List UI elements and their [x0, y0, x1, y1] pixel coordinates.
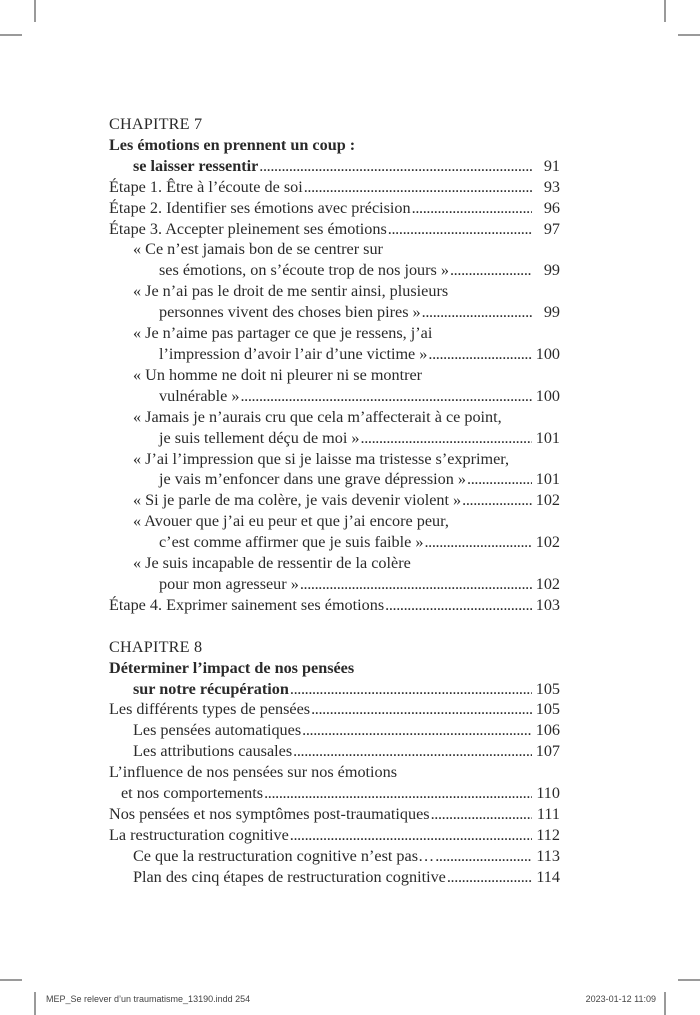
crop-mark [664, 992, 666, 1015]
crop-mark [0, 34, 22, 36]
table-of-contents [109, 114, 560, 888]
toc-entry-line1: L’influence de nos pensées sur nos émotions [109, 763, 398, 782]
toc-entry [109, 260, 560, 281]
page-number: 91 [543, 156, 560, 175]
leader-dots [293, 741, 532, 762]
toc-entry-line1: « Je n’aime pas partager ce que je ressens, j’ai [133, 324, 433, 343]
leader-dots [388, 219, 532, 240]
toc-entry [109, 428, 560, 449]
entry-text: « Si je parle de ma colère, je vais devenir violent » [133, 491, 462, 510]
toc-entry [109, 679, 560, 700]
entry-text: Étape 1. Être à l’écoute de soi [109, 177, 303, 196]
leader-dots [290, 825, 532, 846]
toc-entry [109, 804, 560, 825]
chapter-7 [109, 114, 560, 616]
leader-dots [422, 302, 532, 323]
leader-dots [462, 490, 532, 511]
toc-entry [109, 595, 560, 616]
page-number: 111 [536, 805, 560, 823]
leader-dots [385, 595, 532, 616]
page-number: 93 [543, 177, 560, 196]
entry-text: Plan des cinq étapes de restructuration cognitive [133, 867, 446, 886]
entry-text: Ce que la restructuration cognitive n’est pas… [133, 846, 435, 865]
entry-text: sur notre récupération [133, 679, 289, 698]
entry-text: c’est comme affirmer que je suis faible » [159, 533, 424, 552]
toc-entry-line1: « Je n’ai pas le droit de me sentir ainsi, plusieurs [133, 282, 449, 301]
entry-text: La restructuration cognitive [109, 825, 289, 844]
toc-entry [109, 783, 560, 804]
leader-dots [450, 260, 532, 281]
entry-text: Étape 2. Identifier ses émotions avec précision [109, 198, 411, 217]
page-number: 103 [535, 595, 560, 614]
page-number: 105 [535, 679, 560, 698]
toc-entry [109, 867, 560, 888]
page-number: 110 [536, 784, 560, 803]
entry-text: Les attributions causales [133, 742, 293, 761]
footer-datetime: 2023-01-12 11:09 [585, 994, 656, 1004]
leader-dots [302, 720, 532, 741]
leader-dots [467, 469, 532, 490]
leader-dots [300, 574, 532, 595]
entry-text: et nos comportements [121, 784, 264, 803]
crop-mark [678, 979, 700, 981]
toc-entry-line1: « Avouer que j’ai eu peur et que j’ai encore peur, [133, 512, 449, 531]
page-number: 106 [535, 721, 560, 740]
leader-dots [264, 783, 532, 804]
page-number: 99 [543, 303, 560, 322]
leader-dots [412, 198, 532, 219]
leader-dots [304, 177, 532, 198]
toc-entry [109, 574, 560, 595]
toc-entry-line1: « Ce n’est jamais bon de se centrer sur [133, 240, 383, 259]
toc-entry [109, 720, 560, 741]
crop-mark [678, 34, 700, 36]
toc-entry [109, 156, 560, 177]
entry-text: Nos pensées et nos symptômes post-traumatiques [109, 805, 430, 823]
toc-entry [109, 219, 560, 240]
entry-text: Les pensées automatiques [133, 721, 302, 740]
toc-entry [109, 846, 560, 867]
footer-filename: MEP_Se relever d’un traumatisme_13190.indd 254 [46, 994, 251, 1004]
leader-dots [311, 699, 532, 720]
toc-entry [109, 344, 560, 365]
entry-text: Étape 4. Exprimer sainement ses émotions [109, 595, 385, 614]
chapter-heading: CHAPITRE 8 [109, 637, 203, 656]
page-number: 114 [536, 867, 560, 886]
toc-entry [109, 825, 560, 846]
leader-dots [431, 804, 532, 825]
entry-text: se laisser ressentir [133, 156, 259, 175]
page-number: 96 [543, 198, 560, 217]
leader-dots [240, 386, 531, 407]
toc-entry [109, 386, 560, 407]
entry-text: ses émotions, on s’écoute trop de nos jours » [159, 261, 449, 280]
crop-mark [34, 0, 36, 22]
entry-text: personnes vivent des choses bien pires » [159, 303, 421, 322]
leader-dots [428, 344, 531, 365]
leader-dots [447, 867, 532, 888]
toc-entry [109, 177, 560, 198]
entry-text: je vais m’enfoncer dans une grave dépression » [159, 470, 467, 489]
page-number: 97 [543, 219, 560, 238]
page-number: 100 [535, 386, 560, 405]
toc-entry-line1: « J’ai l’impression que si je laisse ma tristesse s’exprimer, [133, 449, 510, 468]
leader-dots [290, 679, 532, 700]
toc-entry [109, 198, 560, 219]
leader-dots [361, 428, 532, 449]
toc-entry [109, 741, 560, 762]
entry-text: vulnérable » [159, 386, 240, 405]
entry-text: Étape 3. Accepter pleinement ses émotions [109, 219, 387, 238]
chapter-title: Les émotions en prennent un coup : [109, 135, 356, 154]
toc-entry-line1: « Je suis incapable de ressentir de la colère [133, 554, 411, 573]
leader-dots [259, 156, 532, 177]
toc-entry [109, 532, 560, 553]
crop-mark [0, 979, 22, 981]
entry-text: l’impression d’avoir l’air d’une victime » [159, 344, 428, 363]
page-number: 102 [535, 574, 560, 593]
leader-dots [435, 846, 532, 867]
page-number: 101 [535, 470, 560, 489]
leader-dots [424, 532, 531, 553]
page-number: 99 [543, 261, 560, 280]
page-number: 100 [535, 344, 560, 363]
entry-text: Les différents types de pensées [109, 700, 311, 719]
toc-entry-line1: « Un homme ne doit ni pleurer ni se montrer [133, 365, 423, 384]
chapter-8 [109, 637, 560, 888]
chapter-heading: CHAPITRE 7 [109, 115, 203, 133]
crop-mark [664, 0, 666, 22]
crop-mark [34, 992, 36, 1015]
page-number: 113 [536, 846, 560, 865]
page-number: 112 [536, 825, 560, 844]
page-number: 105 [535, 700, 560, 719]
page-number: 102 [535, 491, 560, 510]
entry-text: pour mon agresseur » [159, 574, 299, 593]
toc-entry [109, 699, 560, 720]
toc-entry [109, 302, 560, 323]
toc-entry [109, 469, 560, 490]
page-number: 102 [535, 533, 560, 552]
page-number: 101 [535, 428, 560, 447]
entry-text: je suis tellement déçu de moi » [159, 428, 360, 447]
toc-entry [109, 490, 560, 511]
chapter-title: Déterminer l’impact de nos pensées [109, 658, 355, 677]
toc-entry-line1: « Jamais je n’aurais cru que cela m’affecterait à ce point, [133, 407, 502, 426]
page-number: 107 [535, 742, 560, 761]
